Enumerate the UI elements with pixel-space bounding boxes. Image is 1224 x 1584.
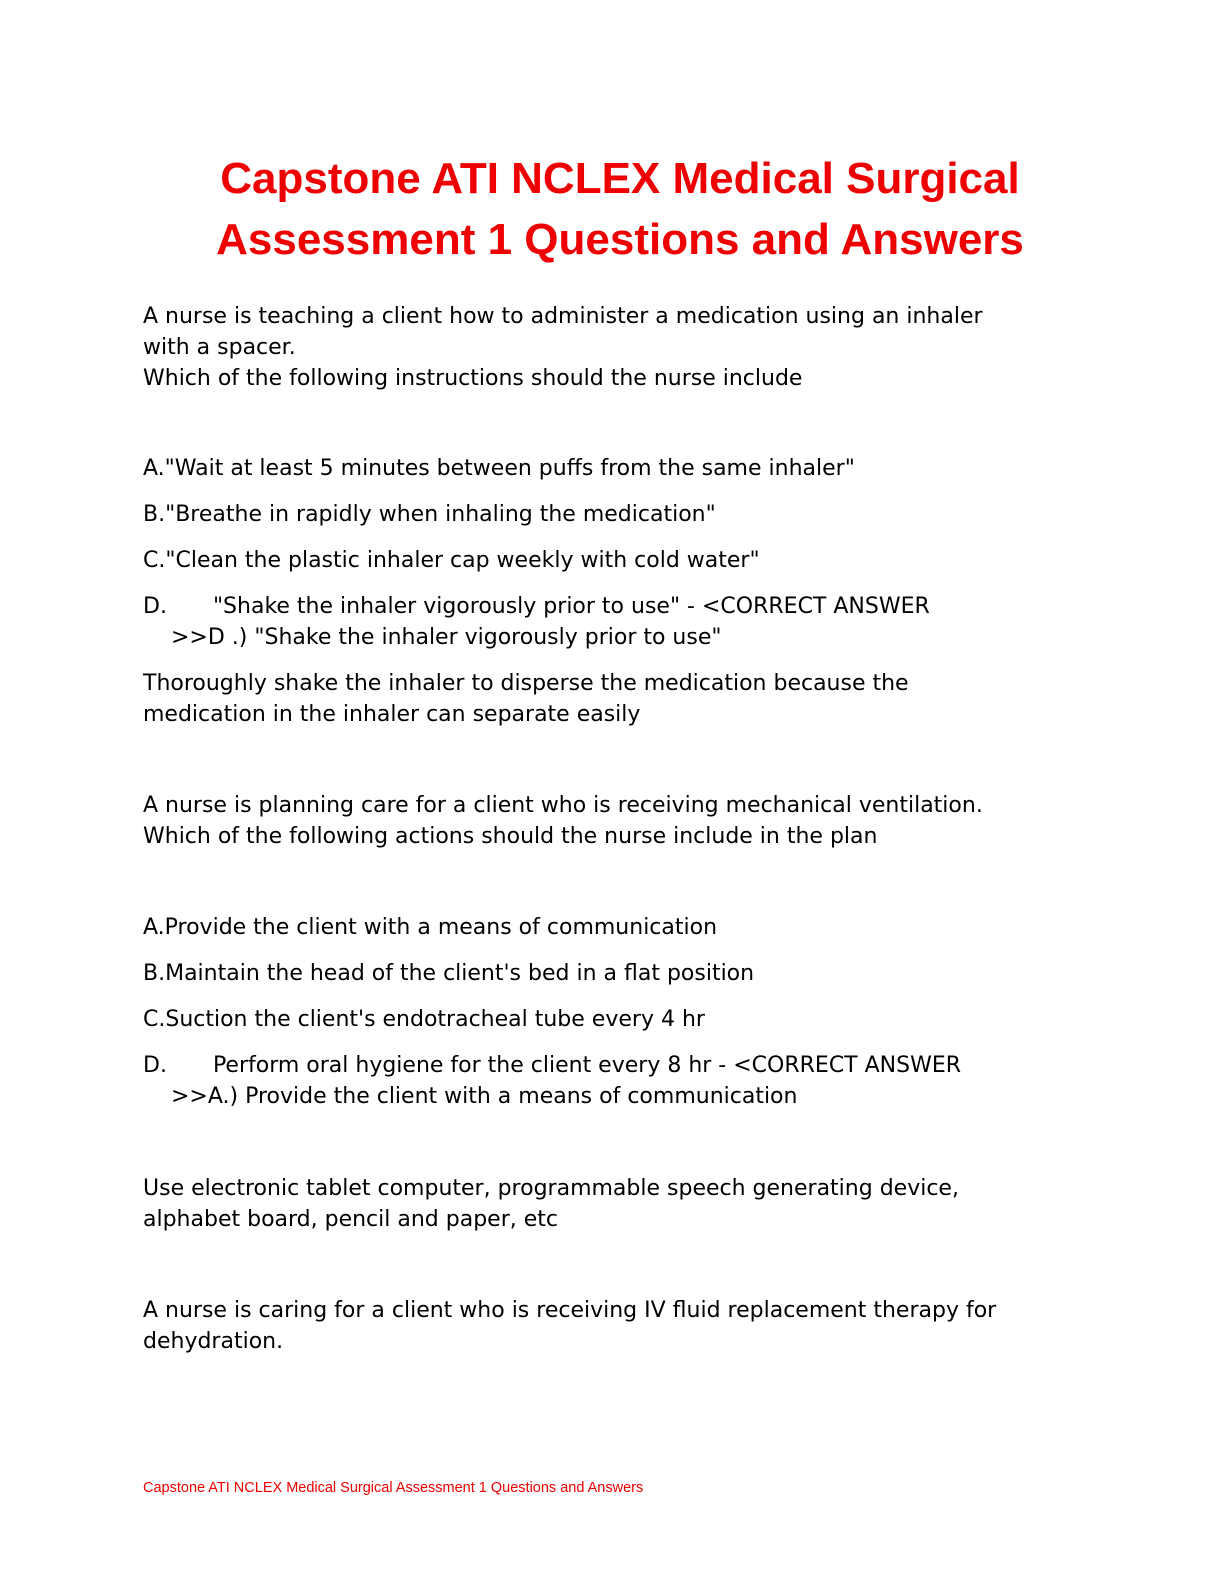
question-1-stem-line-2: with a spacer. <box>143 335 296 360</box>
question-2-stem-line-2: Which of the following actions should the nurse include in the plan <box>143 824 878 849</box>
option-letter: B. <box>143 502 166 527</box>
question-1-option-c <box>143 545 760 576</box>
option-letter: A. <box>143 915 165 940</box>
option-text: Suction the client's endotracheal tube every 4 hr <box>165 1007 705 1032</box>
question-2-stem-line-1: A nurse is planning care for a client who is receiving mechanical ventilation. <box>143 793 983 818</box>
option-text: Perform oral hygiene for the client every 8 hr - <CORRECT ANSWER <box>212 1053 962 1078</box>
option-letter: A. <box>143 456 165 481</box>
page-footer: Capstone ATI NCLEX Medical Surgical Assessment 1 Questions and Answers <box>143 1480 644 1496</box>
question-3-stem-line-2: dehydration. <box>143 1329 284 1354</box>
option-text: "Clean the plastic inhaler cap weekly with cold water" <box>165 548 760 573</box>
option-letter: C. <box>143 548 166 573</box>
rationale-line-1: Thoroughly shake the inhaler to disperse the medication because the <box>143 671 909 696</box>
question-1-rationale <box>143 668 909 730</box>
question-1-stem-line-1: A nurse is teaching a client how to administer a medication using an inhaler <box>143 304 983 329</box>
question-3-stem-line-1: A nurse is caring for a client who is receiving IV fluid replacement therapy for <box>143 1298 997 1323</box>
option-letter: B. <box>143 961 166 986</box>
correct-answer-line: >>D .) "Shake the inhaler vigorously prior to use" <box>171 625 722 650</box>
option-text: "Wait at least 5 minutes between puffs from the same inhaler" <box>164 456 855 481</box>
rationale-line-1: Use electronic tablet computer, programmable speech generating device, <box>143 1176 959 1201</box>
question-2-option-d <box>143 1050 961 1112</box>
question-1-stem <box>143 301 983 394</box>
correct-answer-line: >>A.) Provide the client with a means of communication <box>171 1084 798 1109</box>
option-letter: D. <box>143 1053 167 1078</box>
question-1-option-a <box>143 453 855 484</box>
document-title <box>140 148 1100 270</box>
question-2-option-a <box>143 912 717 943</box>
question-2-option-b <box>143 958 754 989</box>
option-text: "Shake the inhaler vigorously prior to use" - <CORRECT ANSWER <box>212 594 930 619</box>
question-2-rationale <box>143 1173 959 1235</box>
option-letter: C. <box>143 1007 166 1032</box>
title-line-1: Capstone ATI NCLEX Medical Surgical <box>220 154 1020 203</box>
question-1-option-b <box>143 499 716 530</box>
question-2-stem <box>143 790 983 852</box>
question-2-option-c <box>143 1004 705 1035</box>
option-text: Provide the client with a means of communication <box>164 915 718 940</box>
question-1-stem-line-3: Which of the following instructions should the nurse include <box>143 366 803 391</box>
option-letter: D. <box>143 594 167 619</box>
question-1-option-d <box>143 591 930 653</box>
question-3-stem <box>143 1295 996 1357</box>
title-line-2: Assessment 1 Questions and Answers <box>216 215 1024 264</box>
option-text: "Breathe in rapidly when inhaling the medication" <box>165 502 716 527</box>
rationale-line-2: alphabet board, pencil and paper, etc <box>143 1207 558 1232</box>
option-text: Maintain the head of the client's bed in a flat position <box>165 961 755 986</box>
rationale-line-2: medication in the inhaler can separate easily <box>143 702 641 727</box>
